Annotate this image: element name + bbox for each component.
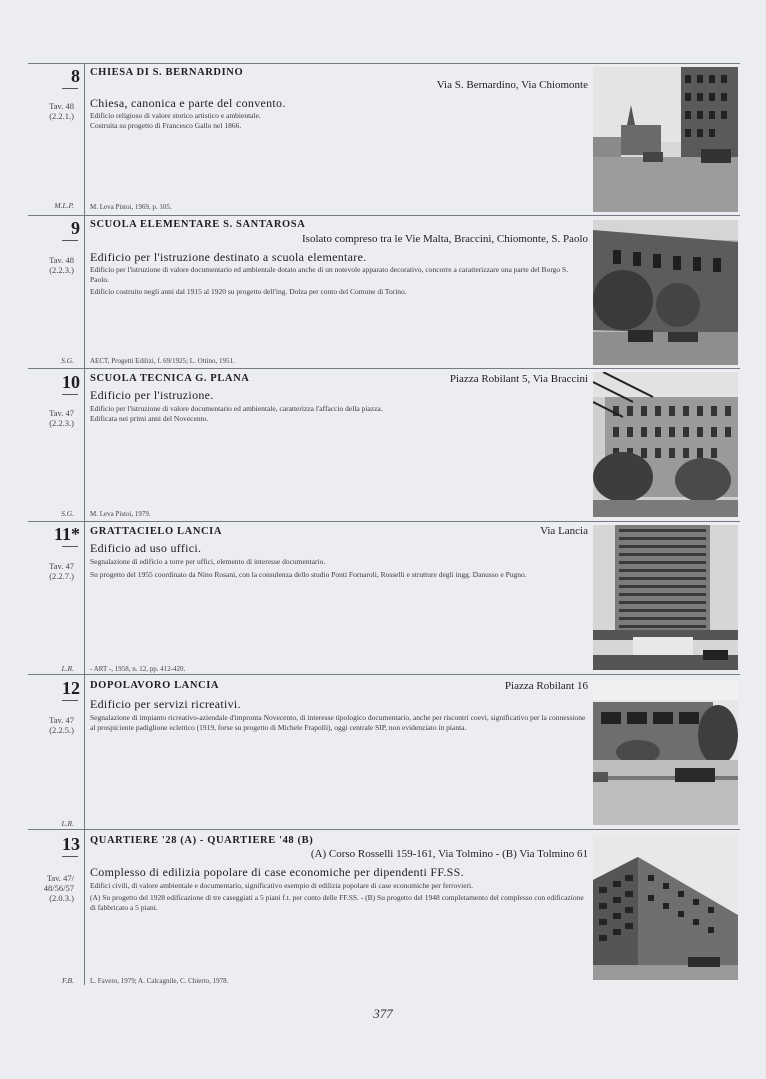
entry-number: 9 (71, 218, 80, 238)
tavola-ref: Tav. 47 (2.2.5.) (49, 715, 74, 735)
entry-title: SCUOLA TECNICA G. PLANA (90, 373, 250, 384)
entry-address: Via Lancia (540, 525, 588, 537)
entry-title: GRATTACIELO LANCIA (90, 526, 223, 537)
body-paragraph: Edificio per l'istruzione di valore documentario ed ambientale, caratterizza l'affaccio della piazza. (90, 404, 383, 413)
entry-title: CHIESA DI S. BERNARDINO (90, 67, 244, 78)
tavola-ref: Tav. 47/ 48/56/57 (2.0.3.) (43, 873, 74, 903)
photo-church (593, 67, 738, 212)
number-underline (62, 856, 78, 857)
bibliographic-reference: M. Leva Pistoi, 1969, p. 105. (90, 203, 172, 211)
body-paragraph: Edificio religioso di valore storico artistico e ambientale. (90, 111, 261, 120)
photo-housing-complex (593, 835, 738, 980)
tavola-ref: Tav. 47 (2.2.3.) (49, 408, 74, 428)
entry-number: 13 (62, 834, 80, 854)
body-paragraph: Edifici civili, di valore ambientale e documentario, significativo esempio di edilizia popolare di case economiche per ferrovieri. (90, 881, 473, 890)
entry-body (90, 557, 587, 580)
tavola-ref: Tav. 48 (2.2.1.) (49, 101, 74, 121)
entry-address: Piazza Robilant 5, Via Braccini (449, 373, 588, 385)
column-rule (84, 63, 85, 215)
entry-number: 10 (62, 372, 80, 392)
tavola-ref: Tav. 47 (2.2.7.) (49, 561, 74, 581)
author-initials: S.G. (61, 509, 74, 518)
number-underline (62, 88, 78, 89)
author-initials: F.B. (62, 976, 74, 985)
column-rule (84, 674, 85, 829)
body-paragraph: Su progetto del 1955 coordinato da Nino Rosani, con la consulenza dello studio Ponti Fornaroli, Rosselli e strutture degli ingg. Danusso e Pugno. (90, 570, 527, 579)
column-rule (84, 521, 85, 674)
bibliographic-reference: AECT, Progetti Edilizi, f. 69/1925; L. Ottino, 1951. (90, 357, 235, 365)
entry-description: Chiesa, canonica e parte del convento. (90, 96, 286, 110)
entry-title: SCUOLA ELEMENTARE S. SANTAROSA (90, 219, 306, 230)
entry-title: DOPOLAVORO LANCIA (90, 680, 220, 691)
entry-body (90, 404, 587, 424)
divider (28, 63, 740, 64)
body-paragraph: (A) Su progetto del 1928 edificazione di tre caseggiati a 5 piani f.t. per conto delle FF.SS. - (B) Su progetto del 1948 completamento del complesso con edificazione di fabbricato a 5 piani. (90, 893, 584, 912)
body-paragraph: Edificata nei primi anni del Novecento. (90, 414, 209, 423)
entry-description: Edificio per l'istruzione destinato a scuola elementare. (90, 250, 367, 264)
entry-description: Edificio per l'istruzione. (90, 388, 214, 402)
divider (28, 215, 740, 216)
tavola-ref: Tav. 48 (2.2.3.) (49, 255, 74, 275)
body-paragraph: Segnalazione di impianto ricreativo-aziendale d'impronta Novecento, di interesse tipologico documentario, anche per riscontri coevi, significativo per la connessione al prospiciente padiglione eclettico (1919, forse su progetto di Michele Frapolli), oggi centrale SIP, non evidenziato in pianta. (90, 713, 586, 732)
number-underline (62, 700, 78, 701)
entry-address: Via S. Bernardino, Via Chiomonte (436, 79, 588, 91)
photo-technical-school (593, 372, 738, 517)
entry-number: 12 (62, 678, 80, 698)
author-initials: M.L.P. (54, 201, 74, 210)
entry-address: (A) Corso Rosselli 159-161, Via Tolmino - (B) Via Tolmino 61 (310, 848, 588, 860)
body-paragraph: Edificio costruito negli anni dal 1915 al 1920 su progetto dell'ing. Dolza per conto del Comune di Torino. (90, 287, 407, 296)
number-underline (62, 546, 78, 547)
bibliographic-reference: - ART -, 1958, n. 12, pp. 412-420. (90, 665, 186, 673)
bibliographic-reference: M. Leva Pistoi, 1979. (90, 510, 151, 518)
entry-number: 11* (53, 524, 80, 544)
bibliographic-reference: L. Favero, 1979; A. Calcagnile, C. Chierto, 1978. (90, 977, 229, 985)
entry-body (90, 111, 587, 131)
divider (28, 368, 740, 369)
photo-school (593, 220, 738, 365)
author-initials: L.R. (61, 664, 74, 673)
divider (28, 829, 740, 830)
entry-address: Isolato compreso tra le Vie Malta, Braccini, Chiomonte, S. Paolo (302, 233, 588, 245)
divider (28, 521, 740, 522)
entry-body (90, 881, 587, 913)
photo-skyscraper (593, 525, 738, 670)
page-number: 377 (373, 1006, 393, 1021)
entry-address: Piazza Robilant 16 (504, 680, 588, 692)
entry-description: Edificio per servizi ricreativi. (90, 697, 241, 711)
column-rule (84, 368, 85, 521)
author-initials: L.R. (61, 819, 74, 828)
column-rule (84, 829, 85, 985)
number-underline (62, 240, 78, 241)
divider (28, 674, 740, 675)
author-initials: S.G. (61, 356, 74, 365)
photo-dopolavoro (593, 680, 738, 825)
column-rule (84, 215, 85, 368)
body-paragraph: Costruita su progetto di Francesco Gallo nel 1866. (90, 121, 242, 130)
entry-title: QUARTIERE '28 (A) - QUARTIERE '48 (B) (90, 835, 314, 846)
body-paragraph: Edificio per l'istruzione di valore documentario ed ambientale dotato anche di un notevole apparato decorativo, concorre a caratterizzare una parte del Borgo S. Paolo. (90, 265, 569, 284)
entry-body (90, 265, 587, 297)
entry-description: Edificio ad uso uffici. (90, 541, 202, 555)
number-underline (62, 394, 78, 395)
entry-body (90, 713, 587, 733)
entry-description: Complesso di edilizia popolare di case economiche per dipendenti FF.SS. (90, 865, 464, 879)
body-paragraph: Segnalazione di edificio a torre per uffici, elemento di interesse documentario. (90, 557, 326, 566)
entry-number: 8 (71, 66, 80, 86)
